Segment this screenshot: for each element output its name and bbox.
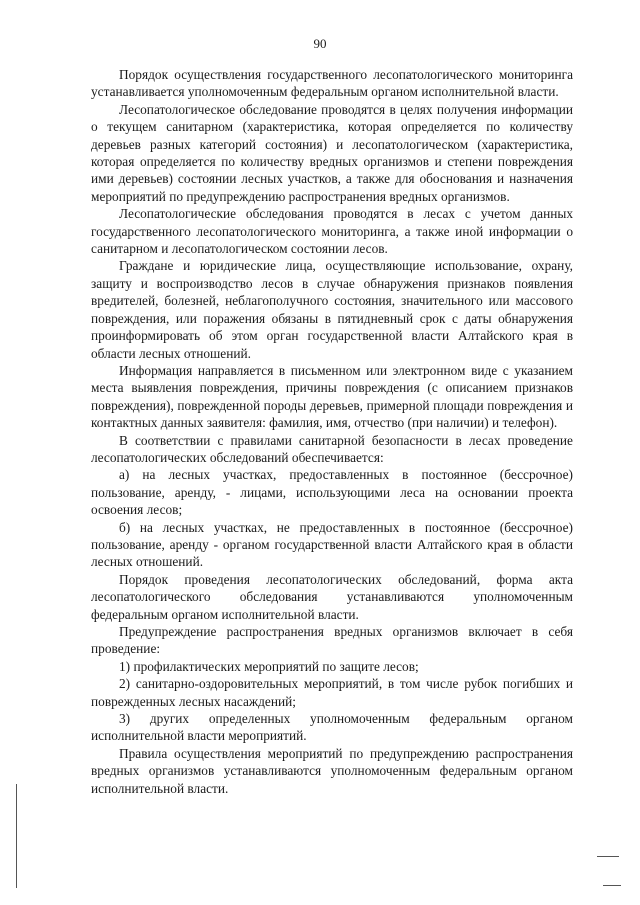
- paragraph-monitoring-order: Порядок осуществления государственного лесопатологического мониторинга устанавливается уполномоченным федеральным органом исполнительной власти.: [91, 67, 573, 100]
- scan-edge-mark: [603, 885, 621, 886]
- paragraph-prevention-rules: Правила осуществления мероприятий по предупреждению распространения вредных организмов устанавливаются уполномоченным федеральным органом исполнительной власти.: [91, 745, 573, 796]
- list-item-1: 1) профилактических мероприятий по защите лесов;: [119, 658, 419, 674]
- paragraph-information-form: Информация направляется в письменном или электронном виде с указанием места выявления повреждения, причины повреждения (с описанием признаков повреждения), поврежденной породы деревьев, примерной площади повреждения и контактных данных заявителя: фамилия, имя, отчество (при наличии) и телефон).: [91, 362, 573, 431]
- paragraph-survey-basis: Лесопатологические обследования проводятся в лесах с учетом данных государственного лесопатологического мониторинга, а также иной информации о санитарном и лесопатологическом состоянии лесов.: [91, 206, 573, 257]
- list-item-a: а) на лесных участках, предоставленных в постоянное (бессрочное) пользование, аренду, - лицами, использующими леса на основании проекта освоения лесов;: [91, 467, 573, 518]
- scan-edge-mark: [597, 856, 619, 857]
- paragraph-survey-purpose: Лесопатологическое обследование проводятся в целях получения информации о текущем санитарном (характеристика, которая определяется по количеству деревьев разных категорий состояния) и лесопатологическом (характеристика, которая определяется по количеству вредных организмов и степени повреждения ими деревьев) состоянии лесных участков, а также для обоснования и назначения мероприятий по предупреждению распространения вредных организмов.: [91, 101, 573, 204]
- scan-edge-mark: [16, 784, 17, 888]
- paragraph-sanitary-rules: В соответствии с правилами санитарной безопасности в лесах проведение лесопатологических обследований обеспечивается:: [91, 432, 573, 465]
- paragraph-survey-procedure: Порядок проведения лесопатологических обследований, форма акта лесопатологического обследования устанавливаются уполномоченным федеральным органом исполнительной власти.: [91, 571, 573, 622]
- list-item-3: 3) других определенных уполномоченным федеральным органом исполнительной власти мероприятий.: [91, 711, 573, 744]
- document-body: [91, 66, 573, 797]
- list-item-2: 2) санитарно-оздоровительных мероприятий, в том числе рубок погибших и поврежденных лесных насаждений;: [91, 676, 573, 709]
- page-number: 90: [313, 36, 327, 51]
- paragraph-citizens-duty: Граждане и юридические лица, осуществляющие использование, охрану, защиту и воспроизводство лесов в случае обнаружения признаков появления вредителей, болезней, неблагополучного состояния, значительного или массового повреждения, или поражения обязаны в пятидневный срок с даты обнаружения проинформировать об этом орган государственной власти Алтайского края в области лесных отношений.: [91, 258, 573, 361]
- list-item-b: б) на лесных участках, не предоставленных в постоянное (бессрочное) пользование, аренду - органом государственной власти Алтайского края в области лесных отношений.: [91, 519, 573, 570]
- paragraph-prevention-includes: Предупреждение распространения вредных организмов включает в себя проведение:: [91, 624, 573, 657]
